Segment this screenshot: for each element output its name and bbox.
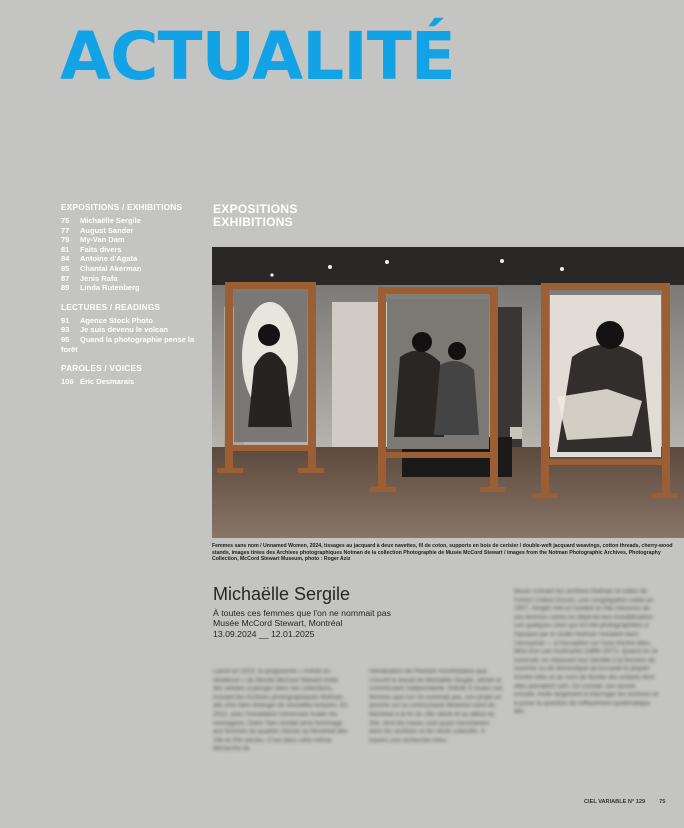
toc-item-label: Jenis Rafa — [80, 273, 118, 283]
section-label — [213, 203, 298, 229]
toc-item[interactable] — [61, 264, 201, 274]
toc-page-number: 85 — [61, 263, 70, 273]
toc-item[interactable] — [61, 216, 201, 226]
toc-page-number: 95 — [61, 334, 70, 344]
toc-item[interactable] — [61, 377, 201, 387]
toc-item-label: Je suis devenu le volcan — [80, 325, 168, 335]
toc-page-number: 79 — [61, 235, 70, 245]
toc-page-number: 91 — [61, 315, 70, 325]
toc-page-number: 81 — [61, 244, 70, 254]
toc-item-label: Éric Desmarais — [80, 377, 135, 387]
toc-item[interactable] — [61, 235, 201, 245]
exhibition-photo — [212, 247, 684, 538]
toc-item-label: Faits divers — [80, 244, 122, 254]
toc-page-number: 106 — [61, 377, 74, 387]
page-title: ACTUALITÉ — [60, 18, 455, 95]
toc-item-label: Quand la photographie pense la forêt — [61, 334, 195, 354]
table-of-contents — [61, 202, 201, 396]
toc-heading: LECTURES / READINGS — [61, 301, 161, 312]
magazine-issue: CIEL VARIABLE N° 129 — [584, 799, 646, 805]
toc-page-number: 75 — [61, 216, 70, 225]
toc-item-label: Agence Stock Photo — [80, 315, 153, 325]
exhibition-title: À toutes ces femmes que l'on ne nommait pas — [213, 608, 391, 618]
toc-item-label: August Sander — [80, 225, 134, 235]
section-label-line: EXPOSITIONS — [213, 202, 298, 216]
article-title: Michaëlle Sergile — [213, 584, 351, 604]
toc-page-number: 84 — [61, 254, 70, 264]
toc-section-voices — [61, 363, 201, 387]
toc-item[interactable] — [61, 245, 201, 255]
toc-item[interactable] — [61, 226, 201, 236]
article-meta — [213, 608, 391, 639]
body-column: tieuse croisant les archives Notman et celles de l'Union United Church, une congrégation créée en 1907, Sergile met en lumière le rôle méconnu de ces femmes noires en dépit de leur invisibilisation. Les quelques unes qui ont été photographiées à l'époque par le studio Notman restaient dans l'anonymat — à l'exception sur l'une d'entre elles, Miss Ann Lee Guilmartin (1886-1977). Quand on se nommait, en réduisant leur identité à la fonction de nourrice ou de domestique qu'occupait la plupart d'entre elles et au nom de famille des enfants dont elles prenaient soin. Ce constat, son œuvre ensuite, invite largement à interroger les archives et à poser la question de l'effacement systématique des — [514, 588, 659, 716]
page-footer — [584, 799, 665, 805]
exhibition-venue: Musée McCord Stewart, Montréal — [213, 618, 343, 629]
toc-heading: EXPOSITIONS / EXHIBITIONS — [61, 202, 183, 212]
toc-heading: PAROLES / VOICES — [61, 363, 142, 374]
body-column: Lancé en 2013, le programme « Artiste en résidence » du Musée McCord Stewart invite des artistes à plonger dans ses collections, incluant les Archives photographiques Notman, afin d'en faire émerger de nouvelles lectures. En 2022, avec l'installation immersive Avaler les montagnes, Dawn Tam rendait ainsi hommage aux femmes du quartier chinois au Montréal des 19e et 20e siècles. C'est dans cette même démarche de — [213, 668, 348, 753]
gallery-installation-image — [212, 247, 684, 538]
toc-page-number: 87 — [61, 273, 70, 283]
toc-item[interactable] — [61, 316, 201, 326]
toc-item[interactable] — [61, 325, 201, 335]
toc-page-number: 93 — [61, 325, 70, 335]
toc-item[interactable] — [61, 254, 201, 264]
body-column: réévaluation de l'histoire montréalaise que s'inscrit le travail de Michaëlle Sergile, artiste et commissaire indépendante. Intitulé À toutes ces femmes que l'on ne nommait pas, son projet se penche sur la communauté féminine noire de Montréal à la fin du 19e siècle et au début du 20e, dont les traces sont quasi inexistantes dans les archives et les récits collectifs. À travers une recherche minu- — [369, 668, 503, 744]
section-label-line: EXHIBITIONS — [213, 215, 293, 229]
exhibition-dates: 13.09.2024 __ 12.01.2025 — [213, 628, 315, 639]
toc-section-exhibitions — [61, 202, 201, 293]
page-number: 75 — [659, 799, 666, 805]
toc-item-label: Michaëlle Sergile — [80, 216, 141, 225]
toc-item[interactable] — [61, 335, 201, 354]
toc-item-label: Antoine d'Agata — [80, 254, 138, 264]
toc-item[interactable] — [61, 283, 201, 293]
toc-page-number: 89 — [61, 283, 70, 293]
toc-item[interactable] — [61, 274, 201, 284]
toc-section-readings — [61, 302, 201, 354]
toc-page-number: 77 — [61, 225, 70, 235]
toc-item-label: Chantal Akerman — [80, 263, 142, 273]
photo-caption: Femmes sans nom / Unnamed Women, 2024, tissages au jacquard à deux navettes, fil de coton, supports en bois de cerisier / double-weft jacquard weavings, cotton threads, cherry-wood stands, images tirées des Archives photographiques Notman de la collection Photographie de Musée McCord Stewart / images from the Notman Photographic Archives, Photography Collection, McCord Stewart Museum, photo : Roger Aziz — [212, 543, 673, 563]
toc-item-label: My-Van Dam — [80, 235, 125, 245]
toc-item-label: Linda Rutenberg — [80, 283, 140, 293]
